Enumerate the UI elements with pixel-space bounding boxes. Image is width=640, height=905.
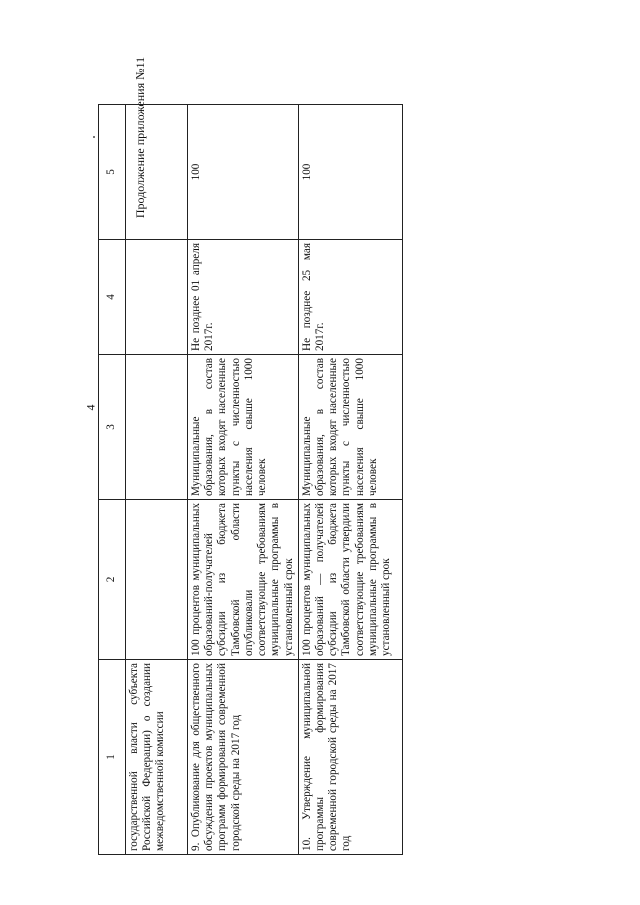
page-number: 4 xyxy=(83,404,98,411)
row-1-participants xyxy=(126,355,188,500)
header-col-2: 2 xyxy=(99,500,126,660)
row-3-deadline: Не позднее 25 мая 2017г. xyxy=(298,240,402,355)
header-row xyxy=(99,105,126,855)
rotated-table-wrapper xyxy=(98,105,403,855)
row-1-indicator xyxy=(126,500,188,660)
row-3-indicator: 100 процентов муниципальных образований — получателей субсидии из бюджета Тамбовской области утвердили соответствующие требованиям муниципальные программы в установленный срок xyxy=(298,500,402,660)
header-col-3: 3 xyxy=(99,355,126,500)
table-row xyxy=(188,105,299,855)
row-3-participants: Муниципальные образования, в состав которых входят населенные пункты с численностью населения свыше 1000 человек xyxy=(298,355,402,500)
row-2-deadline: Не позднее 01 апреля 2017г. xyxy=(188,240,299,355)
row-3-activity: 10. Утверждение муниципальной программы формирования современной городской среды на 2017 год xyxy=(298,660,402,855)
row-1-value xyxy=(126,105,188,240)
row-1-deadline xyxy=(126,240,188,355)
row-2-participants: Муниципальные образования, в состав которых входят населенные пункты с численностью населения свыше 1000 человек xyxy=(188,355,299,500)
row-2-value: 100 xyxy=(188,105,299,240)
row-2-indicator: 100 процентов муниципальных образований-получателей субсидии из бюджета Тамбовской области опубликовали соответствующие требованиям муниципальные программы в установленный срок xyxy=(188,500,299,660)
table-row xyxy=(126,105,188,855)
header-col-1: 1 xyxy=(99,660,126,855)
row-2-activity: 9. Опубликование для общественного обсуждения проектов муниципальных программ формирования современной городской среды на 2017 год xyxy=(188,660,299,855)
scan-artifact xyxy=(93,136,95,138)
row-1-activity: государственной власти субъекта Российской Федерации) о создании межведомственной комиссии xyxy=(126,660,188,855)
row-3-value: 100 xyxy=(298,105,402,240)
header-col-5: 5 xyxy=(99,105,126,240)
header-col-4: 4 xyxy=(99,240,126,355)
table-row xyxy=(298,105,402,855)
continuation-note: Продолжение приложения №11 xyxy=(133,56,148,219)
plan-table xyxy=(98,104,403,855)
